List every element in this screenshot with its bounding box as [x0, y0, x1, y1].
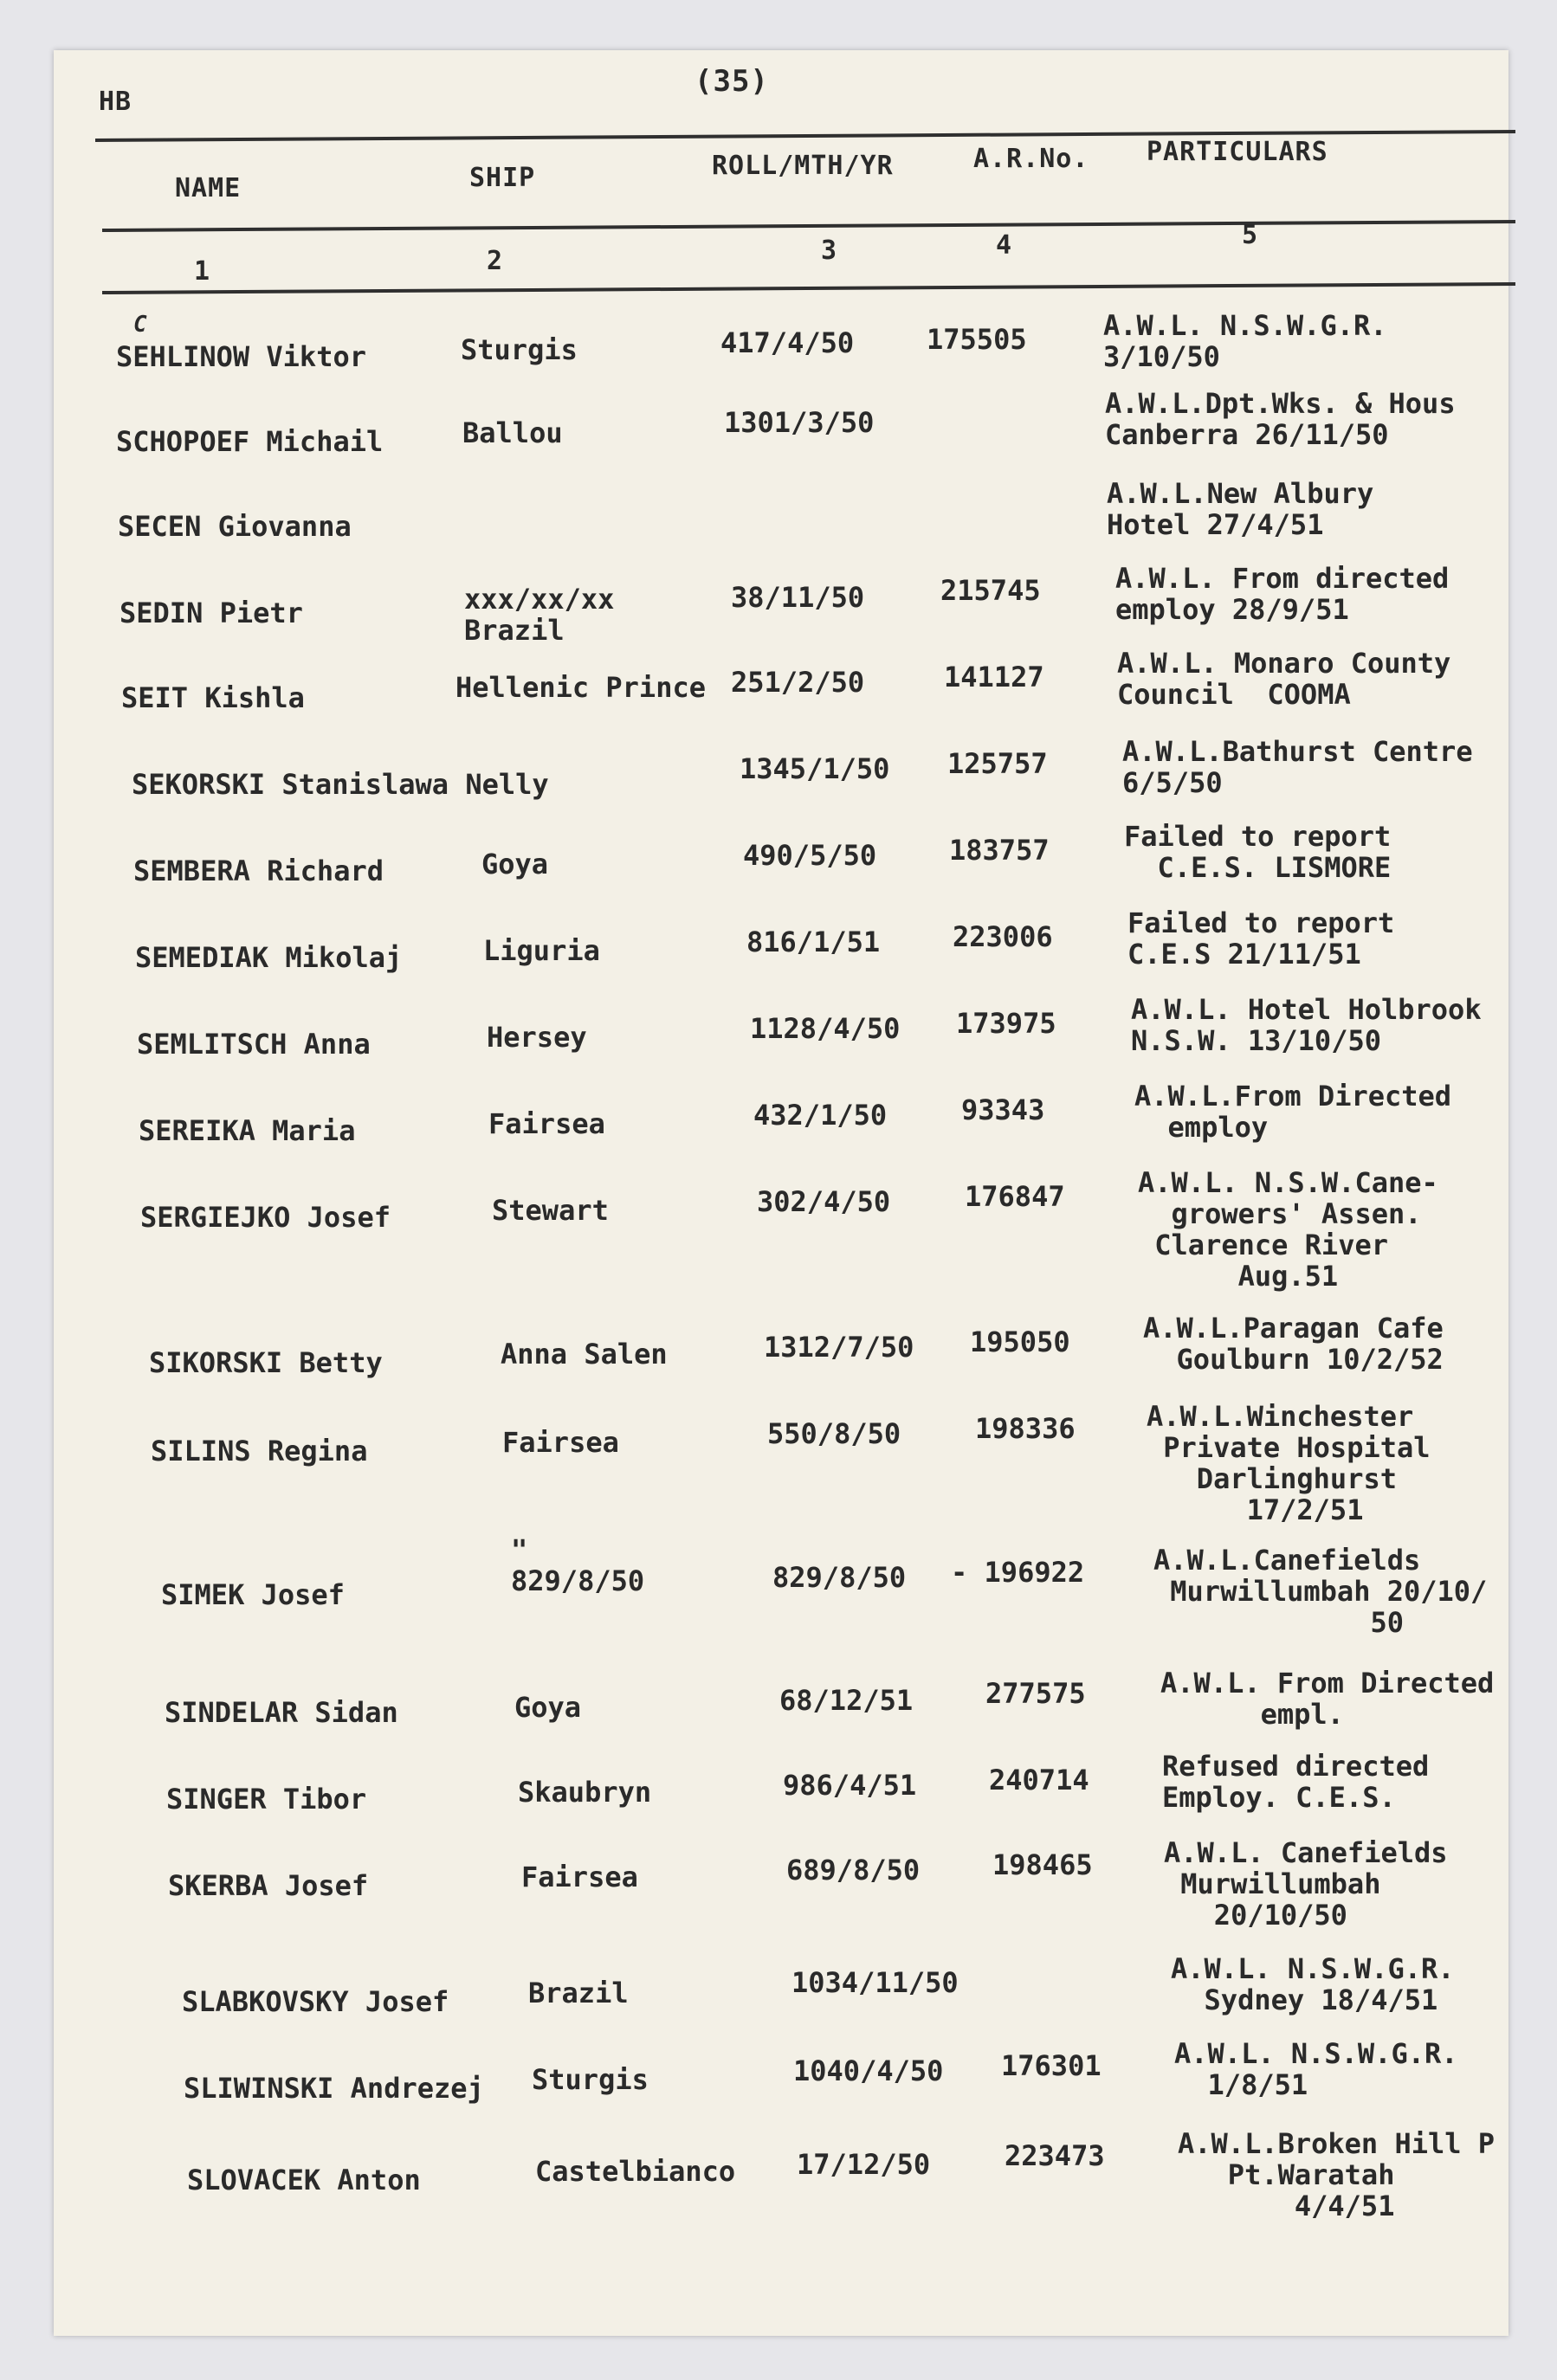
cell-roll: 302/4/50	[757, 1185, 891, 1218]
cell-ship: Liguria	[483, 934, 600, 967]
cell-roll: 1345/1/50	[740, 752, 890, 785]
column-header-roll: ROLL/MTH/YR	[712, 151, 894, 181]
cell-roll: 68/12/51	[779, 1684, 914, 1717]
cell-ar-no: 173975	[956, 1007, 1056, 1040]
cell-particulars: A.W.L. Hotel Holbrook N.S.W. 13/10/50	[1131, 993, 1482, 1057]
cell-name: SEMBERA Richard	[133, 855, 384, 887]
cell-particulars: Refused directed Employ. C.E.S.	[1162, 1750, 1430, 1814]
cell-roll: 17/12/50	[797, 2148, 931, 2181]
document-code: HB	[99, 87, 132, 117]
cell-ship: Ballou	[462, 416, 563, 449]
cell-roll: 1312/7/50	[764, 1331, 914, 1364]
cell-ship: Hersey	[487, 1021, 587, 1054]
cell-ar-no: 93343	[961, 1093, 1045, 1126]
handwritten-annotation: C	[133, 312, 147, 338]
cell-particulars: Failed to report C.E.S. LISMORE	[1124, 820, 1392, 884]
cell-ar-no: 215745	[940, 574, 1041, 607]
cell-name: SEMEDIAK Mikolaj	[135, 941, 403, 974]
cell-roll: 38/11/50	[731, 581, 865, 614]
cell-ar-no: 223473	[1005, 2139, 1105, 2172]
cell-particulars: A.W.L.Broken Hill P Pt.Waratah 4/4/51	[1178, 2127, 1496, 2222]
column-number-5: 5	[1242, 220, 1259, 250]
cell-roll: 1128/4/50	[750, 1012, 901, 1045]
cell-particulars: Failed to report C.E.S 21/11/51	[1127, 906, 1395, 971]
cell-particulars: A.W.L.Paragan Cafe Goulburn 10/2/52	[1143, 1312, 1444, 1376]
cell-name: SCHOPOEF Michail	[116, 425, 384, 458]
column-header-ar-no: A.R.No.	[973, 144, 1089, 174]
cell-name: SKERBA Josef	[168, 1869, 369, 1902]
cell-ship: Goya	[514, 1691, 582, 1724]
cell-ar-no: 277575	[985, 1677, 1086, 1710]
cell-roll: 816/1/51	[746, 926, 881, 958]
column-header-particulars: PARTICULARS	[1147, 137, 1328, 167]
cell-ship: Skaubryn	[518, 1776, 652, 1809]
cell-particulars: A.W.L.Bathurst Centre 6/5/50	[1122, 735, 1473, 799]
cell-name: SEIT Kishla	[121, 681, 305, 714]
cell-roll: 829/8/50	[772, 1561, 907, 1594]
column-header-name: NAME	[175, 173, 242, 203]
column-number-3: 3	[821, 235, 838, 266]
cell-roll: 490/5/50	[743, 839, 877, 872]
cell-particulars: A.W.L. N.S.W.Cane- growers' Assen. Clarence River Aug.51	[1138, 1166, 1438, 1293]
cell-ship: Stewart	[492, 1194, 609, 1227]
cell-roll: 550/8/50	[767, 1417, 901, 1450]
cell-particulars: A.W.L.Dpt.Wks. & Hous Canberra 26/11/50	[1105, 387, 1456, 451]
header-rule-middle	[102, 220, 1515, 232]
cell-particulars: A.W.L.Winchester Private Hospital Darlinghurst 17/2/51	[1147, 1400, 1431, 1526]
cell-particulars: A.W.L. Canefields Murwillumbah 20/10/50	[1164, 1836, 1448, 1932]
column-number-1: 1	[194, 256, 211, 287]
cell-name: SEHLINOW Viktor	[116, 340, 366, 373]
document-page	[54, 50, 1509, 2336]
cell-ar-no: 176847	[965, 1180, 1065, 1213]
cell-name: SECEN Giovanna	[118, 510, 352, 543]
cell-name: SINDELAR Sidan	[165, 1696, 398, 1729]
cell-particulars: A.W.L. From Directed empl.	[1160, 1667, 1495, 1731]
cell-particulars: A.W.L.New Albury Hotel 27/4/51	[1107, 477, 1374, 541]
cell-ship: xxx/xx/xx Brazil	[464, 583, 615, 647]
cell-ar-no: 198465	[992, 1848, 1093, 1881]
cell-particulars: A.W.L. N.S.W.G.R. Sydney 18/4/51	[1171, 1952, 1455, 2016]
cell-roll: 986/4/51	[783, 1769, 917, 1802]
cell-ship: " 829/8/50	[511, 1533, 645, 1597]
cell-roll: 1034/11/50	[791, 1966, 959, 1999]
column-header-ship: SHIP	[469, 163, 536, 193]
cell-ship: Brazil	[528, 1977, 629, 2009]
cell-ar-no: 240714	[989, 1764, 1089, 1796]
cell-ship: Anna Salen	[501, 1338, 668, 1371]
cell-roll: 1301/3/50	[724, 406, 875, 439]
cell-roll: 689/8/50	[786, 1854, 921, 1887]
cell-particulars: A.W.L. N.S.W.G.R. 3/10/50	[1103, 309, 1387, 373]
column-number-2: 2	[487, 246, 504, 276]
cell-ar-no: 198336	[975, 1412, 1076, 1445]
cell-name: SEDIN Pietr	[120, 597, 303, 629]
header-rule-bottom	[102, 282, 1515, 294]
cell-name: SIKORSKI Betty	[149, 1346, 383, 1379]
cell-name: SERGIEJKO Josef	[140, 1201, 391, 1234]
cell-ship: Castelbianco	[535, 2155, 736, 2188]
cell-particulars: A.W.L. Monaro County Council COOMA	[1117, 647, 1451, 711]
cell-ship: Fairsea	[488, 1107, 605, 1140]
cell-roll: 417/4/50	[720, 326, 855, 359]
cell-name: SLOVACEK Anton	[187, 2164, 421, 2196]
cell-name: SEMLITSCH Anna	[137, 1028, 371, 1061]
cell-name: SEREIKA Maria	[139, 1114, 356, 1147]
cell-name: SEKORSKI Stanislawa Nelly	[132, 768, 549, 801]
cell-ar-no: 175505	[927, 323, 1027, 356]
cell-roll: 432/1/50	[753, 1099, 888, 1132]
cell-ar-no: 183757	[949, 834, 1050, 867]
column-number-4: 4	[996, 230, 1013, 261]
cell-particulars: A.W.L. From directed employ 28/9/51	[1115, 562, 1450, 626]
cell-roll: 1040/4/50	[793, 2054, 944, 2087]
cell-particulars: A.W.L.Canefields Murwillumbah 20/10/ 50	[1153, 1544, 1488, 1639]
cell-particulars: A.W.L.From Directed employ	[1134, 1080, 1452, 1144]
page-number: (35)	[695, 64, 769, 99]
cell-ship: Sturgis	[532, 2063, 649, 2096]
cell-ar-no: 176301	[1001, 2049, 1102, 2082]
cell-name: SINGER Tibor	[166, 1783, 367, 1816]
cell-ship: Goya	[481, 848, 549, 880]
cell-name: SIMEK Josef	[161, 1578, 345, 1611]
cell-roll: 251/2/50	[731, 666, 865, 699]
cell-ar-no: 195050	[970, 1325, 1070, 1358]
cell-ship: Fairsea	[502, 1426, 619, 1459]
cell-name: SILINS Regina	[151, 1435, 368, 1467]
cell-ship: Hellenic Prince	[455, 671, 706, 704]
cell-ship: Fairsea	[521, 1861, 638, 1893]
cell-ar-no: - 196922	[951, 1556, 1085, 1589]
cell-name: SLABKOVSKY Josef	[182, 1985, 449, 2018]
cell-ship: Sturgis	[461, 333, 578, 366]
cell-particulars: A.W.L. N.S.W.G.R. 1/8/51	[1174, 2037, 1458, 2101]
cell-ar-no: 125757	[947, 747, 1048, 780]
cell-ar-no: 141127	[944, 661, 1044, 693]
cell-name: SLIWINSKI Andrezej	[184, 2072, 484, 2105]
cell-ar-no: 223006	[953, 920, 1053, 953]
